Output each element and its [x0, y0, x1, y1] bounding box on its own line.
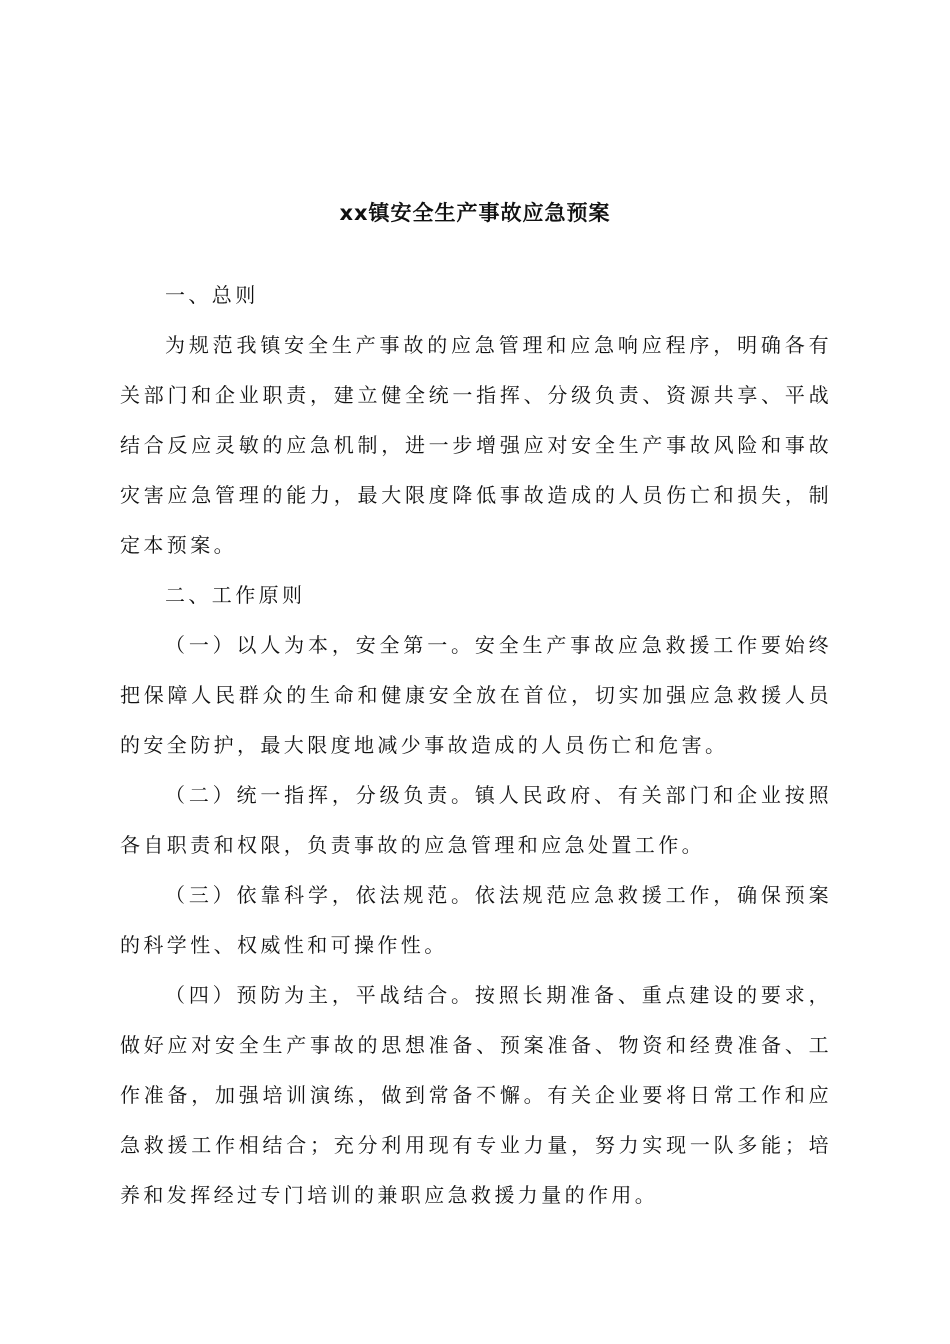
paragraph: （四）预防为主，平战结合。按照长期准备、重点建设的要求，做好应对安全生产事故的思想准备、预案准备、物资和经费准备、工作准备，加强培训演练，做到常备不懈。有关企业要将日常工作和应急救援工作相结合；充分利用现有专业力量，努力实现一队多能；培养和发挥经过专门培训的兼职应急救援力量的作用。: [120, 983, 832, 1207]
section-general: [120, 270, 832, 570]
paragraph: （二）统一指挥，分级负责。镇人民政府、有关部门和企业按照各自职责和权限，负责事故的应急管理和应急处置工作。: [120, 783, 832, 857]
document-body: [120, 270, 832, 1220]
paragraph: （一）以人为本，安全第一。安全生产事故应急救援工作要始终把保障人民群众的生命和健康安全放在首位，切实加强应急救援人员的安全防护，最大限度地减少事故造成的人员伤亡和危害。: [120, 633, 832, 757]
document-title: xx镇安全生产事故应急预案: [339, 201, 611, 225]
section-heading: 一、总则: [165, 283, 259, 307]
paragraph: （三）依靠科学，依法规范。依法规范应急救援工作，确保预案的科学性、权威性和可操作性。: [120, 883, 832, 957]
section-principles: [120, 570, 832, 1220]
section-heading: 二、工作原则: [165, 583, 306, 607]
paragraph: 为规范我镇安全生产事故的应急管理和应急响应程序，明确各有关部门和企业职责，建立健全统一指挥、分级负责、资源共享、平战结合反应灵敏的应急机制，进一步增强应对安全生产事故风险和事故灾害应急管理的能力，最大限度降低事故造成的人员伤亡和损失，制定本预案。: [120, 333, 832, 557]
